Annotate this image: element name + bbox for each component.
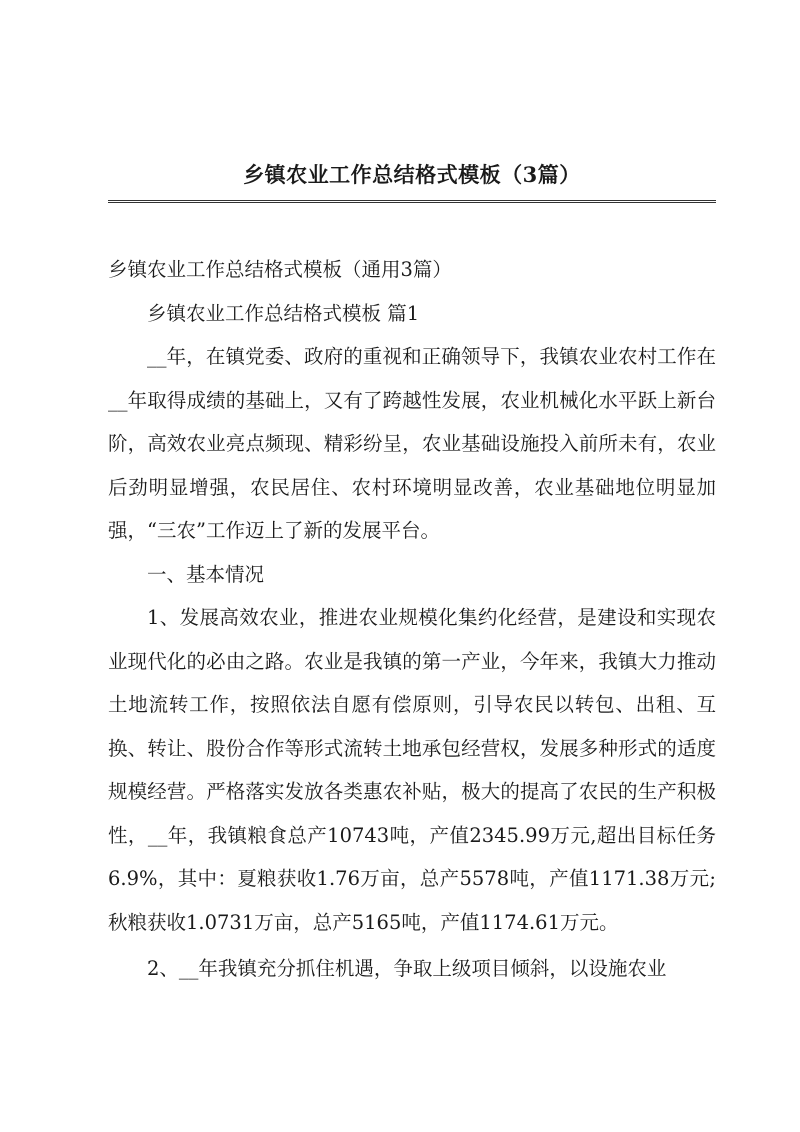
body-paragraph-1: 1、发展高效农业，推进农业规模化集约化经营，是建设和实现农业现代化的必由之路。农业是我镇的第一产业，今年来，我镇大力推动土地流转工作，按照依法自愿有偿原则，引导农民以转包、出租、互换、转让、股份合作等形式流转土地承包经营权，发展多种形式的适度规模经营。严格落实发放各类惠农补贴，极大的提高了农民的生产积极性，__年，我镇粮食总产10743吨，产值2345.99万元,超出目标任务6.9%，其中：夏粮获收1.76万亩，总产5578吨，产值1171.38万元;秋粮获收1.0731万亩，总产5165吨，产值1174.61万元。	[108, 606, 716, 934]
body-paragraph-2: 2、__年我镇充分抓住机遇，争取上级项目倾斜，以设施农业	[147, 957, 667, 980]
document-title: 乡镇农业工作总结格式模板（3篇）	[243, 162, 581, 187]
section-heading-basic: 一、基本情况	[147, 562, 265, 586]
section-heading: 乡镇农业工作总结格式模板 篇1	[147, 301, 420, 325]
title-divider	[108, 200, 716, 203]
body-paragraph-intro: __年，在镇党委、政府的重视和正确领导下，我镇农业农村工作在__年取得成绩的基础上，又有了跨越性发展，农业机械化水平跃上新台阶，高效农业亮点频现、精彩纷呈，农业基础设施投入前所未有，农业后劲明显增强，农民居住、农村环境明显改善，农业基础地位明显加强，“三农”工作迈上了新的发展平台。	[108, 345, 716, 542]
document-body	[108, 248, 716, 991]
document-subtitle: 乡镇农业工作总结格式模板（通用3篇）	[108, 258, 452, 281]
